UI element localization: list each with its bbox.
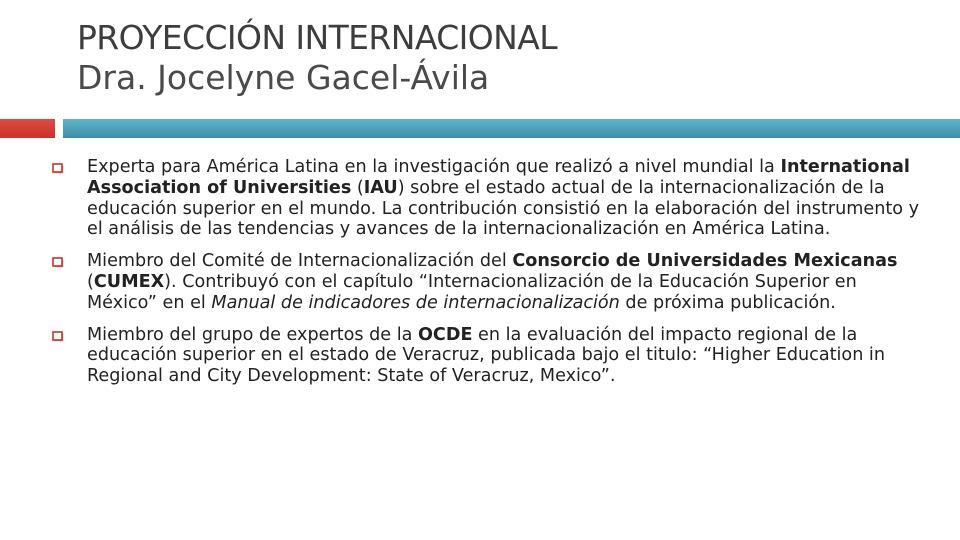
text-run: ) sobre el estado actual de la internacionalización de la educación superior en el mundo. La contribución consistió en la elaboración del instrumento y el análisis de las tendencias y avances de la internacionalización en América Latina.	[87, 177, 920, 240]
text-run: de próxima publicación.	[619, 292, 836, 313]
italic-text: Manual de indicadores de internacionalización	[211, 292, 620, 313]
hollow-square-bullet-icon	[52, 163, 64, 174]
text-run: Miembro del grupo de expertos de la	[87, 324, 418, 345]
bullet-item	[50, 251, 920, 313]
hollow-square-bullet-icon	[52, 331, 64, 342]
bullet-text	[87, 325, 885, 387]
text-run: (	[351, 177, 364, 198]
text-run: Miembro del Comité de Internacionalización del	[87, 251, 513, 272]
bold-text: CUMEX	[93, 271, 165, 292]
bold-text: OCDE	[417, 324, 473, 345]
bullet-text	[87, 157, 919, 239]
bold-text: IAU	[363, 177, 398, 198]
text-run: en la evaluación del impacto regional de la educación superior en el estado de Veracruz, publicada bajo el titulo: “Higher Education in Regional and City Development: State of Veracruz, Mexico”.	[87, 324, 885, 387]
bullet-item	[50, 157, 920, 240]
bold-text: Consorcio de Universidades Mexicanas	[512, 251, 898, 272]
bold-text: International Association of Universities	[87, 157, 910, 198]
text-run: ). Contribuyó con el capítulo “Internacionalización de la Educación Superior en México” en el	[87, 271, 857, 313]
text-run: Experta para América Latina en la investigación que realizó a nivel mundial la	[87, 157, 781, 177]
bullet-item	[50, 325, 920, 387]
accent-bar-red	[0, 119, 55, 138]
bullet-text	[87, 251, 897, 313]
title-subheading: Dra. Jocelyne Gacel-Ávila	[77, 58, 490, 97]
hollow-square-bullet-icon	[52, 257, 64, 268]
text-run: (	[87, 271, 94, 292]
slide-title	[77, 18, 937, 98]
title-heading: PROYECCIÓN INTERNACIONAL	[77, 18, 558, 57]
accent-bar-teal	[63, 119, 960, 138]
bullet-list	[50, 157, 920, 398]
